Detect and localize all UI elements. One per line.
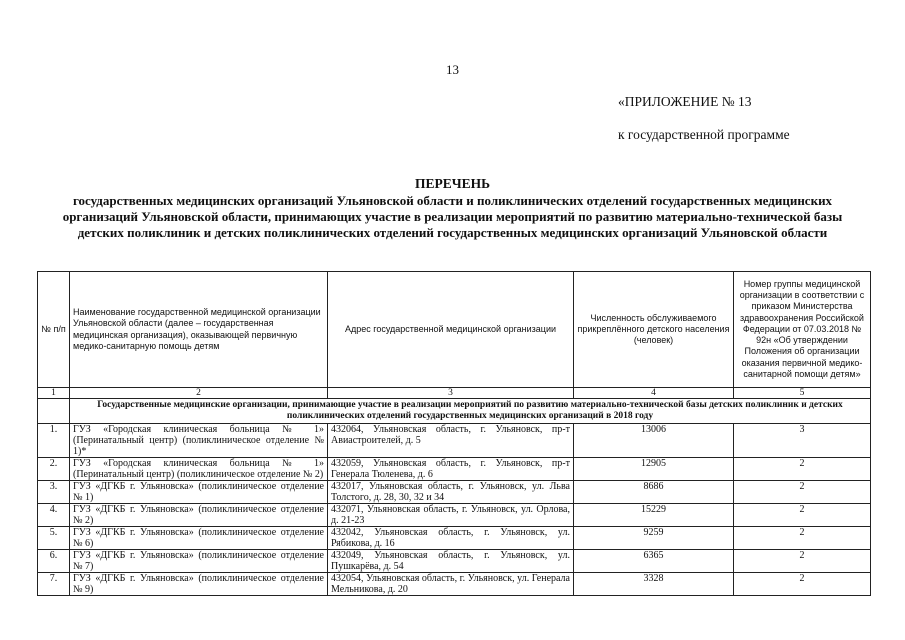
page-number: 13	[446, 62, 459, 77]
cell-population: 8686	[574, 481, 734, 504]
column-index-row	[38, 388, 871, 399]
cell-group: 2	[734, 550, 871, 573]
cell-address: 432017, Ульяновская область, г. Ульяновск, ул. Льва Толстого, д. 28, 30, 32 и 34	[328, 481, 574, 504]
table-row	[38, 573, 871, 596]
column-index: 1	[38, 388, 70, 399]
cell-num: 5.	[38, 527, 70, 550]
cell-group: 2	[734, 573, 871, 596]
table-header-row	[38, 272, 871, 388]
cell-group: 3	[734, 424, 871, 458]
section-row	[38, 399, 871, 424]
header-group: Номер группы медицинской организации в соответствии с приказом Министерства здравоохранения Российской Федерации от 07.03.2018 № 92н «Об утверждении Положения об организации оказания первичной медико-санитарной помощи детям»	[734, 272, 871, 388]
cell-address: 432064, Ульяновская область, г. Ульяновск, пр-т Авиастроителей, д. 5	[328, 424, 574, 458]
cell-num: 1.	[38, 424, 70, 458]
cell-name: ГУЗ «ДГКБ г. Ульяновска» (поликлиническое отделение № 1)	[70, 481, 328, 504]
cell-population: 9259	[574, 527, 734, 550]
cell-name: ГУЗ «ДГКБ г. Ульяновска» (поликлиническое отделение № 6)	[70, 527, 328, 550]
column-index: 3	[328, 388, 574, 399]
cell-name: ГУЗ «ДГКБ г. Ульяновска» (поликлиническое отделение № 2)	[70, 504, 328, 527]
cell-name: ГУЗ «Городская клиническая больница № 1» (Перинатальный центр) (поликлиническое отделение № 1)*	[70, 424, 328, 458]
cell-address: 432071, Ульяновская область, г. Ульяновск, ул. Орлова, д. 21-23	[328, 504, 574, 527]
cell-group: 2	[734, 481, 871, 504]
cell-name: ГУЗ «ДГКБ г. Ульяновска» (поликлиническое отделение № 9)	[70, 573, 328, 596]
table-row	[38, 550, 871, 573]
document-title: ПЕРЕЧЕНЬ	[414, 176, 491, 191]
organizations-table	[37, 271, 871, 596]
column-index: 4	[574, 388, 734, 399]
cell-population: 13006	[574, 424, 734, 458]
cell-num: 4.	[38, 504, 70, 527]
header-address: Адрес государственной медицинской организации	[328, 272, 574, 388]
cell-name: ГУЗ «ДГКБ г. Ульяновска» (поликлиническое отделение № 7)	[70, 550, 328, 573]
header-name: Наименование государственной медицинской организации Ульяновской области (далее – государственная медицинская организация), оказывающей первичную медико-санитарную помощь детям	[70, 272, 328, 388]
cell-group: 2	[734, 527, 871, 550]
cell-num: 7.	[38, 573, 70, 596]
section-title: Государственные медицинские организации, принимающие участие в реализации мероприятий по развитию материально-технической базы детских поликлиник и детских поликлинических отделений государственных медицинских организаций в 2018 году	[70, 399, 871, 424]
table-row	[38, 424, 871, 458]
cell-address: 432049, Ульяновская область, г. Ульяновск, ул. Пушкарёва, д. 54	[328, 550, 574, 573]
cell-population: 3328	[574, 573, 734, 596]
table-row	[38, 504, 871, 527]
cell-population: 15229	[574, 504, 734, 527]
cell-num: 3.	[38, 481, 70, 504]
cell-address: 432059, Ульяновская область, г. Ульяновск, пр-т Генерала Тюленева, д. 6	[328, 458, 574, 481]
cell-group: 2	[734, 458, 871, 481]
cell-address: 432042, Ульяновская область, г. Ульяновск, ул. Рябикова, д. 16	[328, 527, 574, 550]
appendix-title: «ПРИЛОЖЕНИЕ № 13	[618, 94, 752, 109]
cell-population: 6365	[574, 550, 734, 573]
document-subtitle: государственных медицинских организаций Ульяновской области и поликлинических отделений государственных медицинских организаций Ульяновской области, принимающих участие в реализации мероприятий по развитию материально-технической базы детских поликлиник и детских поликлинических отделений государственных медицинских организаций Ульяновской области	[62, 193, 843, 240]
appendix-subtitle: к государственной программе	[618, 127, 790, 142]
header-num: № п/п	[38, 272, 70, 388]
cell-num: 6.	[38, 550, 70, 573]
header-population: Численность обслуживаемого прикреплённого детского населения (человек)	[574, 272, 734, 388]
cell-address: 432054, Ульяновская область, г. Ульяновск, ул. Генерала Мельникова, д. 20	[328, 573, 574, 596]
table-row	[38, 481, 871, 504]
column-index: 2	[70, 388, 328, 399]
cell-num: 2.	[38, 458, 70, 481]
table-row	[38, 458, 871, 481]
column-index: 5	[734, 388, 871, 399]
cell-population: 12905	[574, 458, 734, 481]
table-row	[38, 527, 871, 550]
cell-group: 2	[734, 504, 871, 527]
cell-name: ГУЗ «Городская клиническая больница № 1» (Перинатальный центр) (поликлиническое отделение № 2)	[70, 458, 328, 481]
